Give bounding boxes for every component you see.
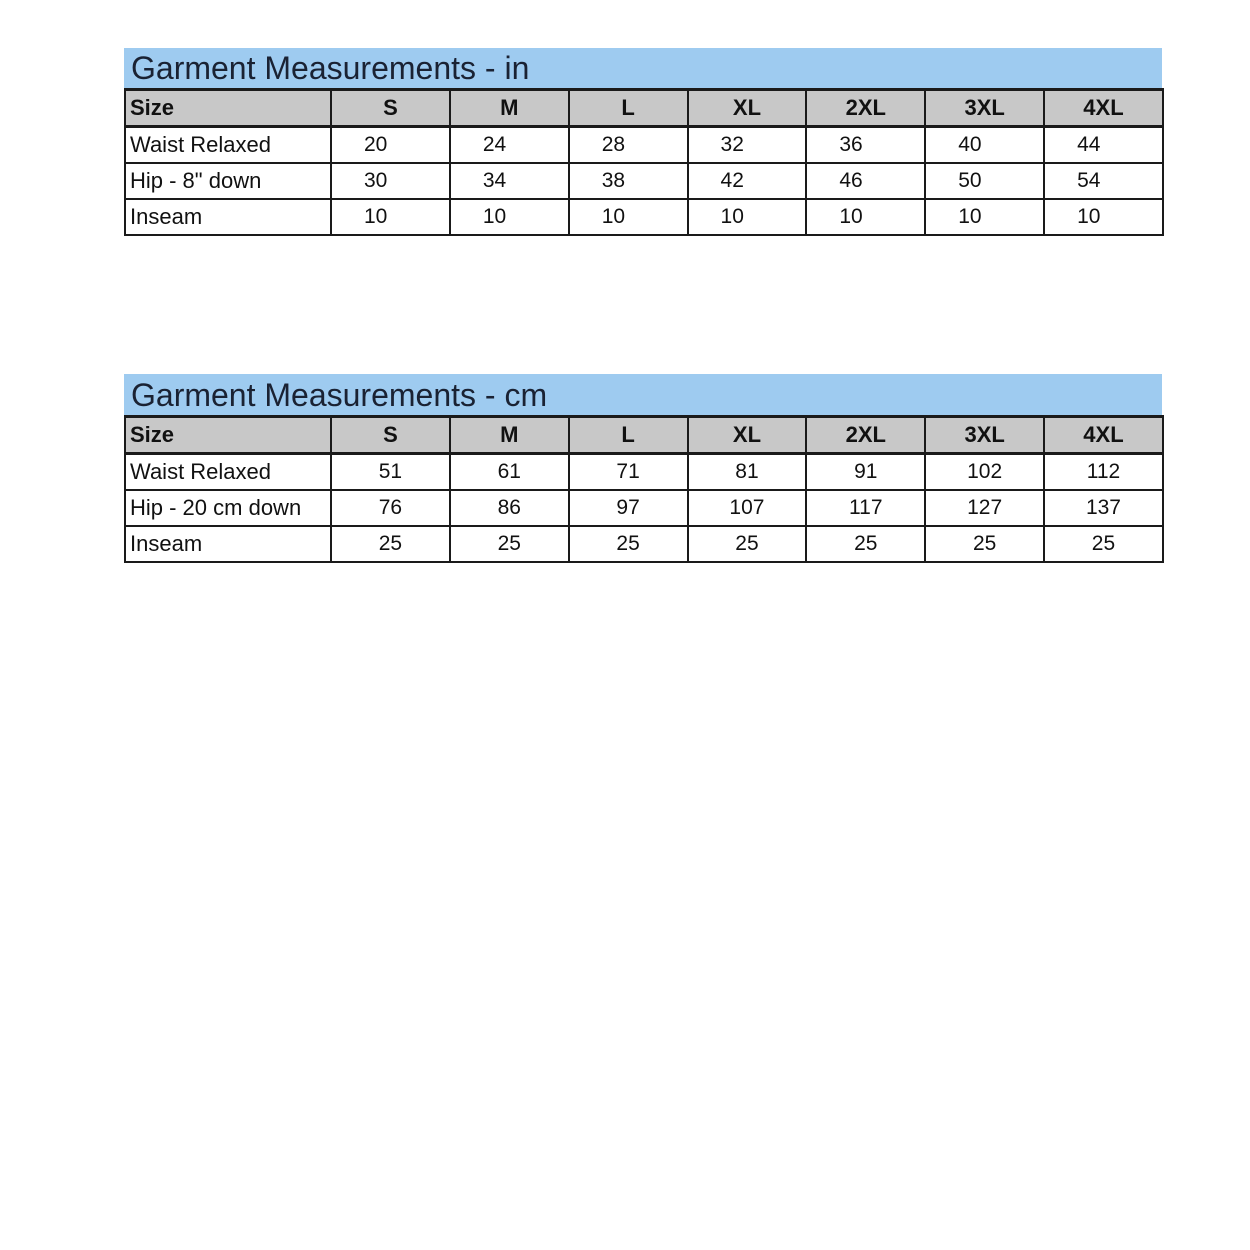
header-size-l: L <box>569 90 688 127</box>
cell-value: 42 <box>688 163 807 199</box>
cell-value: 20 <box>331 127 450 164</box>
table-row-waist <box>125 127 1163 164</box>
cell-value: 10 <box>806 199 925 235</box>
row-label: Inseam <box>125 526 331 562</box>
cell-value: 71 <box>569 454 688 491</box>
cell-value: 91 <box>806 454 925 491</box>
cell-value: 40 <box>925 127 1044 164</box>
chart-title-centimeters: Garment Measurements - cm <box>124 374 1162 415</box>
cell-value: 25 <box>331 526 450 562</box>
cell-value: 46 <box>806 163 925 199</box>
cell-value: 107 <box>688 490 807 526</box>
table-row-hip <box>125 490 1163 526</box>
cell-value: 38 <box>569 163 688 199</box>
row-label: Hip - 20 cm down <box>125 490 331 526</box>
chart-title-inches: Garment Measurements - in <box>124 48 1162 88</box>
size-chart-centimeters <box>124 374 1162 563</box>
header-size-2xl: 2XL <box>806 90 925 127</box>
cell-value: 25 <box>450 526 569 562</box>
cell-value: 51 <box>331 454 450 491</box>
header-size-2xl: 2XL <box>806 417 925 454</box>
cell-value: 32 <box>688 127 807 164</box>
header-size-s: S <box>331 417 450 454</box>
header-size-3xl: 3XL <box>925 90 1044 127</box>
cell-value: 25 <box>806 526 925 562</box>
cell-value: 36 <box>806 127 925 164</box>
header-size-m: M <box>450 417 569 454</box>
table-row-inseam <box>125 199 1163 235</box>
row-label: Hip - 8" down <box>125 163 331 199</box>
cell-value: 28 <box>569 127 688 164</box>
cell-value: 30 <box>331 163 450 199</box>
header-size-4xl: 4XL <box>1044 90 1163 127</box>
cell-value: 112 <box>1044 454 1163 491</box>
cell-value: 10 <box>688 199 807 235</box>
cell-value: 25 <box>688 526 807 562</box>
cell-value: 24 <box>450 127 569 164</box>
cell-value: 10 <box>1044 199 1163 235</box>
header-size-label: Size <box>125 90 331 127</box>
header-size-label: Size <box>125 417 331 454</box>
header-size-3xl: 3XL <box>925 417 1044 454</box>
cell-value: 34 <box>450 163 569 199</box>
cell-value: 137 <box>1044 490 1163 526</box>
cell-value: 61 <box>450 454 569 491</box>
cell-value: 25 <box>925 526 1044 562</box>
cell-value: 81 <box>688 454 807 491</box>
cell-value: 50 <box>925 163 1044 199</box>
table-row-inseam <box>125 526 1163 562</box>
cell-value: 25 <box>569 526 688 562</box>
cell-value: 10 <box>925 199 1044 235</box>
cell-value: 86 <box>450 490 569 526</box>
header-size-l: L <box>569 417 688 454</box>
size-table-centimeters <box>124 415 1164 563</box>
cell-value: 117 <box>806 490 925 526</box>
header-row <box>125 417 1163 454</box>
cell-value: 44 <box>1044 127 1163 164</box>
cell-value: 10 <box>569 199 688 235</box>
header-size-m: M <box>450 90 569 127</box>
cell-value: 102 <box>925 454 1044 491</box>
cell-value: 97 <box>569 490 688 526</box>
header-size-xl: XL <box>688 417 807 454</box>
cell-value: 10 <box>331 199 450 235</box>
header-size-xl: XL <box>688 90 807 127</box>
row-label: Inseam <box>125 199 331 235</box>
row-label: Waist Relaxed <box>125 127 331 164</box>
size-chart-inches <box>124 48 1162 236</box>
table-row-waist <box>125 454 1163 491</box>
header-row <box>125 90 1163 127</box>
header-size-s: S <box>331 90 450 127</box>
cell-value: 76 <box>331 490 450 526</box>
cell-value: 10 <box>450 199 569 235</box>
header-size-4xl: 4XL <box>1044 417 1163 454</box>
size-table-inches <box>124 88 1164 236</box>
row-label: Waist Relaxed <box>125 454 331 491</box>
table-row-hip <box>125 163 1163 199</box>
cell-value: 25 <box>1044 526 1163 562</box>
cell-value: 127 <box>925 490 1044 526</box>
cell-value: 54 <box>1044 163 1163 199</box>
